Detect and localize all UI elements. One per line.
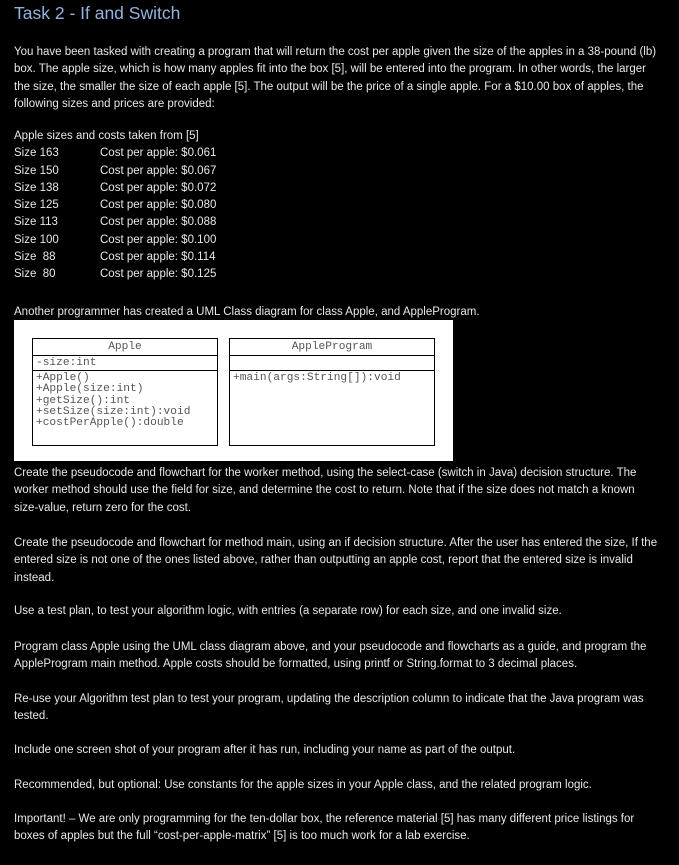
uml-class-diagram xyxy=(14,320,453,461)
class-methods xyxy=(230,371,434,386)
size-cost: Cost per apple: $0.067 xyxy=(100,164,217,177)
class-attributes: -size:int xyxy=(33,356,217,371)
size-row xyxy=(14,180,216,197)
size-label: Size 80 xyxy=(14,268,56,281)
class-methods xyxy=(33,371,217,431)
size-label: Size 100 xyxy=(14,233,59,246)
method: +costPerApple():double xyxy=(36,417,184,430)
class-appleprogram xyxy=(229,338,435,446)
sizes-list xyxy=(14,128,216,284)
paragraph-main-method: Create the pseudocode and flowchart for method main, using an if decision structure. After the user has entered the size, If the entered size is not one of the ones listed above, rather than outputting an apple cost, report that the entered size is invalid instead. xyxy=(14,537,658,584)
method: +getSize():int xyxy=(36,394,130,407)
size-cost: Cost per apple: $0.072 xyxy=(100,181,217,194)
size-row xyxy=(14,197,216,214)
class-attributes xyxy=(230,356,434,371)
size-label: Size 150 xyxy=(14,164,59,177)
size-row xyxy=(14,232,216,249)
size-row xyxy=(14,266,216,283)
size-cost: Cost per apple: $0.061 xyxy=(100,147,217,160)
sizes-heading: Apple sizes and costs taken from [5] xyxy=(14,130,199,142)
method: +Apple(size:int) xyxy=(36,383,144,396)
class-name: Apple xyxy=(33,339,217,356)
size-row xyxy=(14,163,216,180)
method: +setSize(size:int):void xyxy=(36,405,191,418)
size-cost: Cost per apple: $0.080 xyxy=(100,199,217,212)
intro-paragraph: You have been tasked with creating a program that will return the cost per apple given the size of the apples in a 38-pound (lb) box. The apple size, which is how many apples fit into the box [5], will be entered into the program. In other words, the larger the size, the smaller the size of each apple [5]. The output will be the price of a single apple. For a $10.00 box of apples, the following sizes and prices are provided: xyxy=(14,46,657,110)
class-name: AppleProgram xyxy=(230,339,434,356)
size-label: Size 113 xyxy=(14,216,58,229)
method: +main(args:String[]):void xyxy=(233,372,401,384)
size-row xyxy=(14,249,216,266)
size-label: Size 88 xyxy=(14,251,56,264)
class-apple xyxy=(32,338,218,446)
size-label: Size 125 xyxy=(14,199,59,212)
size-row xyxy=(14,214,216,231)
size-cost: Cost per apple: $0.088 xyxy=(100,216,217,229)
size-cost: Cost per apple: $0.114 xyxy=(100,251,216,264)
paragraph-constants: Recommended, but optional: Use constants for the apple sizes in your Apple class, and the related program logic. xyxy=(14,779,592,791)
paragraph-reuse-test-plan: Re-use your Algorithm test plan to test your program, updating the description column to indicate that the Java program was tested. xyxy=(14,693,644,723)
paragraph-worker-method: Create the pseudocode and flowchart for the worker method, using the select-case (switch in Java) decision structure. The worker method should use the field for size, and determine the cost to return. Note that if the size does not match a known size-value, return zero for the cost. xyxy=(14,467,637,514)
uml-intro: Another programmer has created a UML Class diagram for class Apple, and AppleProgram. xyxy=(14,306,480,318)
method: +Apple() xyxy=(36,372,90,384)
paragraph-screenshot: Include one screen shot of your program after it has run, including your name as part of the output. xyxy=(14,744,516,756)
paragraph-test-plan: Use a test plan, to test your algorithm logic, with entries (a separate row) for each size, and one invalid size. xyxy=(14,605,562,617)
size-label: Size 163 xyxy=(14,147,59,160)
paragraph-program-class: Program class Apple using the UML class diagram above, and your pseudocode and flowcharts as a guide, and program the AppleProgram main method. Apple costs should be formatted, using printf or String.format to 3 decimal places. xyxy=(14,641,647,671)
size-cost: Cost per apple: $0.100 xyxy=(100,233,217,246)
paragraph-important: Important! – We are only programming for the ten-dollar box, the reference material [5] has many different price listings for boxes of apples but the full “cost-per-apple-matrix” [5] is too much work for a lab exercise. xyxy=(14,813,635,843)
size-label: Size 138 xyxy=(14,181,59,194)
size-row xyxy=(14,145,216,162)
size-cost: Cost per apple: $0.125 xyxy=(100,268,217,281)
page-title: Task 2 - If and Switch xyxy=(14,3,181,23)
